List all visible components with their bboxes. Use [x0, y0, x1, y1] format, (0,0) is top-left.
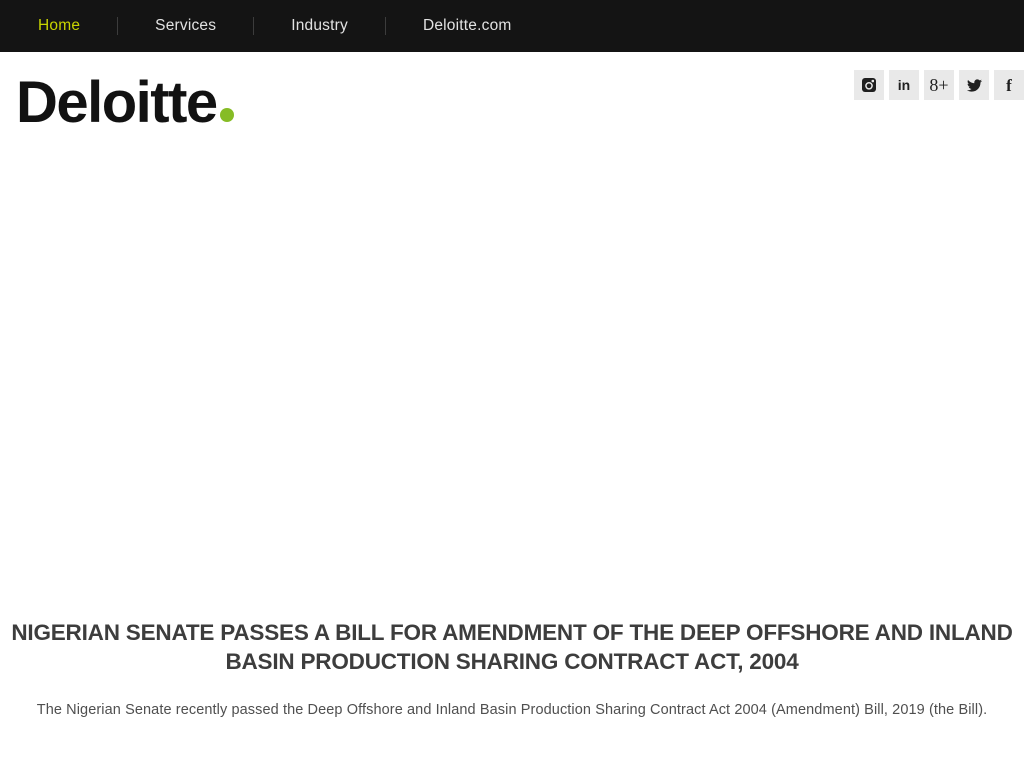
social-links: [849, 70, 1024, 100]
article-title-line-2: BASIN PRODUCTION SHARING CONTRACT ACT, 2004: [225, 649, 799, 674]
facebook-icon[interactable]: [994, 70, 1024, 100]
nav-item-services[interactable]: Services: [155, 17, 217, 34]
top-nav: [0, 0, 1024, 52]
linkedin-icon-glyph: in: [897, 77, 911, 93]
main-content: [0, 160, 1024, 718]
article-title: [0, 618, 1024, 676]
google-plus-icon-glyph: 8+: [929, 75, 949, 95]
linkedin-icon[interactable]: [889, 70, 919, 100]
google-plus-icon[interactable]: [924, 70, 954, 100]
article-title-line-1: NIGERIAN SENATE PASSES A BILL FOR AMENDMENT OF THE DEEP OFFSHORE AND INLAND: [11, 620, 1013, 645]
deloitte-logo[interactable]: [16, 70, 234, 135]
nav-item-deloitte-com[interactable]: Deloitte.com: [422, 17, 512, 34]
instagram-icon[interactable]: [854, 70, 884, 100]
logo-text: Deloitte: [16, 70, 217, 135]
nav-item-home[interactable]: Home: [38, 17, 81, 34]
site-header: [0, 52, 1024, 160]
hero-empty-area: [0, 160, 1024, 618]
nav-item-industry[interactable]: Industry: [291, 17, 348, 34]
twitter-icon[interactable]: [959, 70, 989, 100]
twitter-icon-glyph: [967, 78, 982, 93]
facebook-icon-glyph: f: [1006, 75, 1012, 95]
article-intro: The Nigerian Senate recently passed the Deep Offshore and Inland Basin Production Sharing Contract Act 2004 (Amendment) Bill, 2019 (the Bill).: [36, 702, 988, 718]
nav-divider: [253, 17, 254, 35]
instagram-icon-glyph: [861, 77, 877, 93]
logo-green-dot: [220, 108, 234, 122]
nav-divider: [385, 17, 386, 35]
nav-divider: [117, 17, 118, 35]
